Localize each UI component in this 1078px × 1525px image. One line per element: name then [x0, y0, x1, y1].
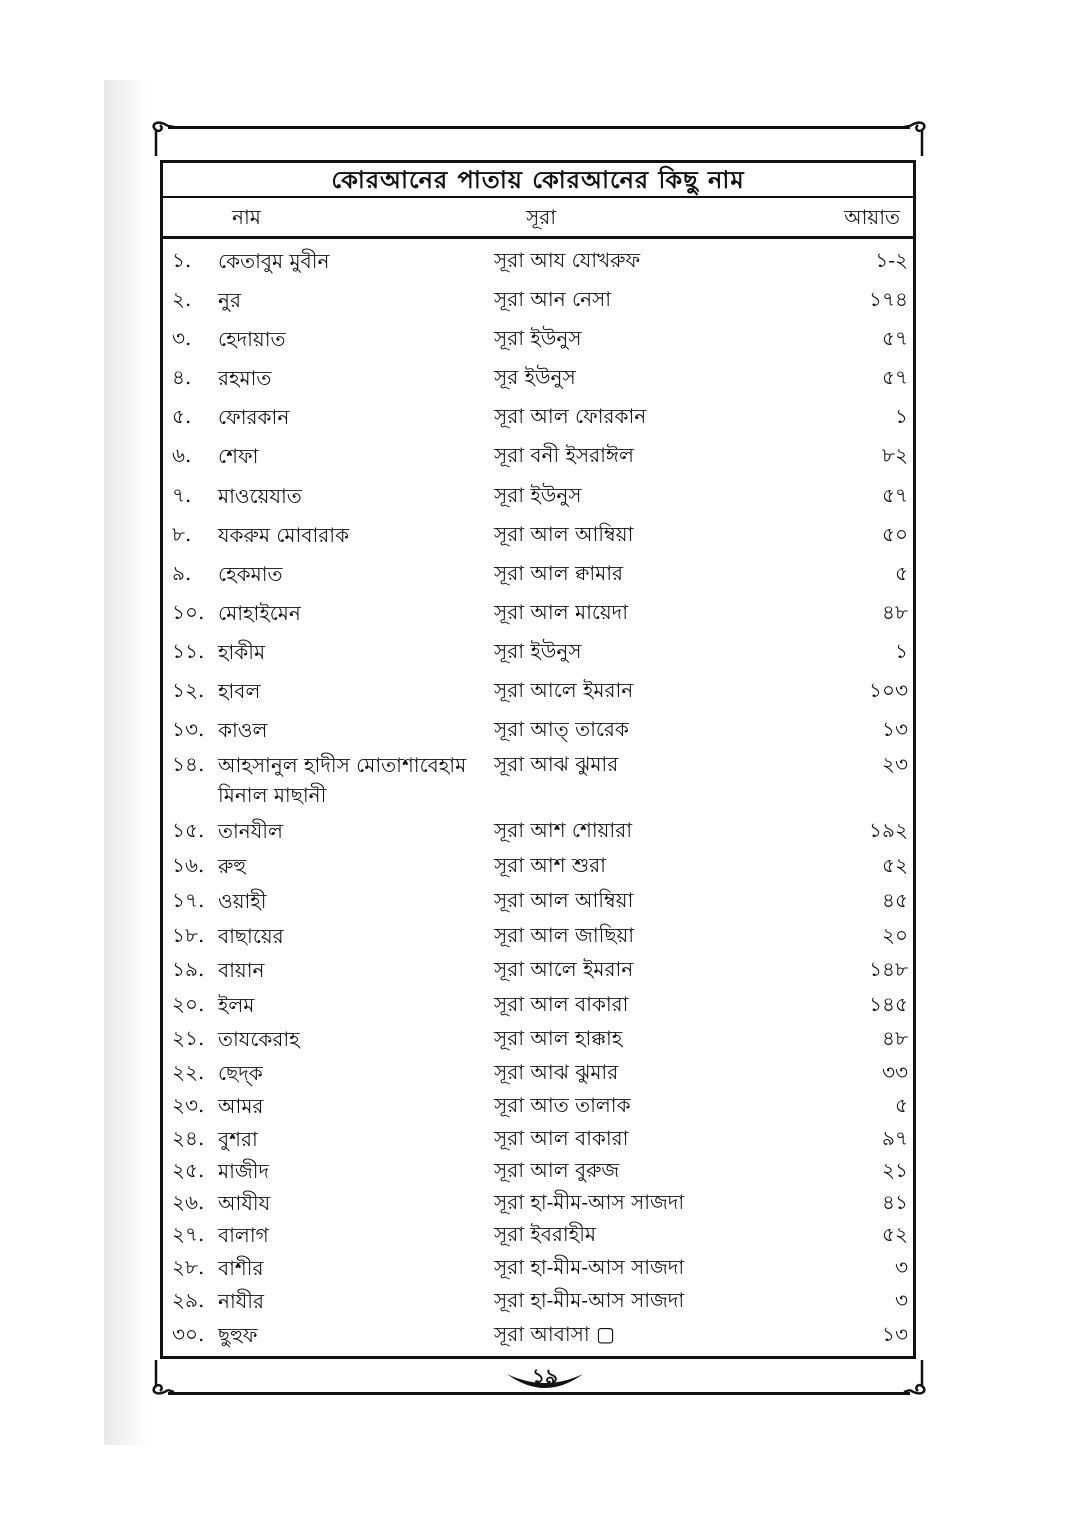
ayat-number: ৫ [895, 1093, 908, 1117]
quran-name: ছেদ্‌ক [218, 1061, 263, 1085]
surah-name: সূরা আল হাক্কাহ [494, 1026, 623, 1050]
surah-name: সূরা আন নেসা [494, 287, 612, 311]
row-number: ১৭. [172, 888, 205, 912]
top-border-rule [168, 126, 910, 129]
quran-name: আযীয [218, 1191, 271, 1215]
column-header-name: নাম [232, 205, 261, 229]
quran-name: শেফা [218, 444, 259, 468]
ayat-number: ৩৩ [881, 1060, 908, 1084]
surah-name: সূরা হা-মীম-আস সাজদা [494, 1288, 685, 1312]
row-number: ২৩. [172, 1093, 205, 1117]
row-number: ৮. [172, 522, 192, 546]
row-number: ১৪. [172, 752, 205, 776]
surah-name: সূরা ইবরাহীম [494, 1222, 597, 1246]
row-number: ২. [172, 287, 192, 311]
quran-name: ইলম [218, 993, 255, 1017]
surah-name: সূরা আল বাকারা [494, 1126, 629, 1150]
row-number: ৪. [172, 365, 192, 389]
surah-name: সূরা আঝ ঝুমার [494, 752, 619, 776]
quran-name: মোহাইমেন [218, 601, 301, 625]
surah-name: সূরা আল মায়েদা [494, 600, 628, 624]
quran-name: নাযীর [218, 1289, 264, 1313]
row-number: ২০. [172, 992, 205, 1016]
ayat-number: ২১ [882, 1158, 908, 1182]
quran-name: ওয়াহী [218, 889, 267, 913]
ayat-number: ১০৩ [869, 678, 908, 702]
quran-name: হেকমাত [218, 562, 283, 586]
ayat-number: ৫৭ [882, 365, 908, 389]
row-number: ২৬. [172, 1190, 205, 1214]
quran-name: আমর [218, 1094, 264, 1118]
quran-name: ছুহুফ [218, 1323, 258, 1347]
quran-name: যকরুম মোবারাক [218, 523, 350, 547]
ayat-number: ৩ [894, 1255, 908, 1279]
ayat-number: ৪১ [882, 1190, 908, 1214]
surah-name: সূরা বনী ইসরাঈল [494, 443, 634, 467]
surah-name: সূরা আল ক্বামার [494, 561, 624, 585]
row-number: ২৪. [172, 1126, 205, 1150]
page-number: ১৯ [532, 1364, 558, 1388]
row-number: ৯. [172, 561, 192, 585]
surah-name: সূরা আলে ইমরান [494, 678, 634, 702]
column-header-ayat: আয়াত [844, 205, 900, 229]
row-number: ১২. [172, 678, 205, 702]
row-number: ১৯. [172, 957, 205, 981]
ayat-number: ৫২ [882, 1222, 908, 1246]
row-number: ১৬. [172, 853, 205, 877]
header-bottom-rule [160, 236, 916, 239]
quran-name: কাওল [218, 718, 268, 742]
quran-name: বায়ান [218, 958, 265, 982]
row-number: ১৫. [172, 818, 205, 842]
quran-name: ফোরকান [218, 405, 290, 429]
surah-name: সূরা আত্ তারেক [494, 717, 629, 741]
ayat-number: ১৭৪ [869, 287, 908, 311]
ayat-number: ২০ [881, 923, 908, 947]
surah-name: সূরা ইউনুস [494, 639, 582, 663]
surah-name: সূরা হা-মীম-আস সাজদা [494, 1255, 685, 1279]
ayat-number: ৩ [894, 1288, 908, 1312]
quran-name: হেদায়াত [218, 327, 286, 351]
row-number: ২২. [172, 1060, 205, 1084]
row-number: ১১. [172, 639, 205, 663]
quran-name: মাজীদ [218, 1159, 270, 1183]
ayat-number: ১ [895, 639, 908, 663]
quran-name: বুশরা [218, 1127, 258, 1151]
column-header-surah: সূরা [526, 205, 557, 229]
row-number: ৩. [172, 326, 192, 350]
row-number: ২৮. [172, 1255, 205, 1279]
surah-name: সূরা আল আম্বিয়া [494, 888, 634, 912]
ayat-number: ১-২ [875, 248, 908, 272]
quran-name: রহমাত [218, 366, 272, 390]
row-number: ১৩. [172, 717, 205, 741]
surah-name: সূরা আল বাকারা [494, 992, 629, 1016]
title-bottom-rule [160, 196, 916, 198]
surah-name: সূরা আঝ ঝুমার [494, 1060, 619, 1084]
ayat-number: ১৩ [882, 1322, 908, 1346]
surah-name: সূরা আলে ইমরান [494, 957, 634, 981]
surah-name: সূরা আল ফোরকান [494, 404, 647, 428]
corner-flourish-icon [902, 110, 932, 156]
quran-name: কেতাবুম মুবীন [218, 249, 330, 273]
quran-name: নুর [218, 288, 241, 312]
quran-name: মাওয়েযাত [218, 484, 302, 508]
ayat-number: ১৪৮ [869, 957, 908, 981]
scan-edge-shadow [104, 80, 148, 1445]
row-number: ৭. [172, 483, 192, 507]
row-number: ২১. [172, 1026, 205, 1050]
quran-name: বাছায়ের [218, 924, 284, 948]
ayat-number: ১৯২ [869, 818, 908, 842]
corner-flourish-icon [902, 1360, 932, 1406]
surah-name: সূরা ইউনুস [494, 326, 582, 350]
ayat-number: ২৩ [881, 752, 908, 776]
quran-name: আহসানুল হাদীস মোতাশাবেহাম মিনাল মাছানী [218, 753, 467, 807]
surah-name: সূরা আল বুরুজ [494, 1158, 620, 1182]
page-title: কোরআনের পাতায় কোরআনের কিছু নাম [331, 165, 745, 194]
row-number: ২৭. [172, 1222, 205, 1246]
row-number: ২৯. [172, 1288, 205, 1312]
row-number: ৩০. [172, 1322, 205, 1346]
row-number: ১০. [172, 600, 205, 624]
row-number: ১. [172, 248, 192, 272]
ayat-number: ১৩ [882, 717, 908, 741]
ayat-number: ৫২ [882, 853, 908, 877]
surah-name: সূরা আল জাছিয়া [494, 923, 635, 947]
ayat-number: ৫৭ [882, 326, 908, 350]
corner-flourish-icon [146, 1360, 176, 1406]
ayat-number: ৪৮ [882, 1026, 908, 1050]
quran-name: রুহু [218, 854, 247, 878]
ayat-number: ৫ [895, 561, 908, 585]
ayat-number: ৪৮ [882, 600, 908, 624]
surah-name: সূর ইউনুস [494, 365, 576, 389]
row-number: ১৮. [172, 923, 205, 947]
quran-name: বালাগ [218, 1223, 269, 1247]
page-number-badge [505, 1356, 585, 1396]
surah-name: সূরা আশ শোয়ারা [494, 818, 633, 842]
surah-name: সূরা আয যোখরুফ [494, 248, 641, 272]
surah-name: সূরা আবাসা ▢ [494, 1322, 615, 1346]
corner-flourish-icon [146, 110, 176, 156]
row-number: ৬. [172, 443, 192, 467]
surah-name: সূরা আশ শুরা [494, 853, 606, 877]
surah-name: সূরা ইউনুস [494, 483, 582, 507]
surah-name: সূরা আল আম্বিয়া [494, 522, 634, 546]
row-number: ৫. [172, 404, 192, 428]
quran-name: বাশীর [218, 1256, 264, 1280]
ayat-number: ৯৭ [882, 1126, 908, 1150]
surah-name: সূরা আত তালাক [494, 1093, 631, 1117]
ayat-number: ৪৫ [882, 888, 908, 912]
ayat-number: ৫০ [882, 522, 908, 546]
ayat-number: ১ [895, 404, 908, 428]
quran-name: তাযকেরাহ [218, 1027, 300, 1051]
quran-name: তানযীল [218, 819, 283, 843]
row-number: ২৫. [172, 1158, 205, 1182]
quran-name: হাকীম [218, 640, 266, 664]
ayat-number: ৮২ [882, 443, 908, 467]
ayat-number: ১৪৫ [869, 992, 908, 1016]
ayat-number: ৫৭ [882, 483, 908, 507]
surah-name: সূরা হা-মীম-আস সাজদা [494, 1190, 685, 1214]
quran-name: হাবল [218, 679, 261, 703]
